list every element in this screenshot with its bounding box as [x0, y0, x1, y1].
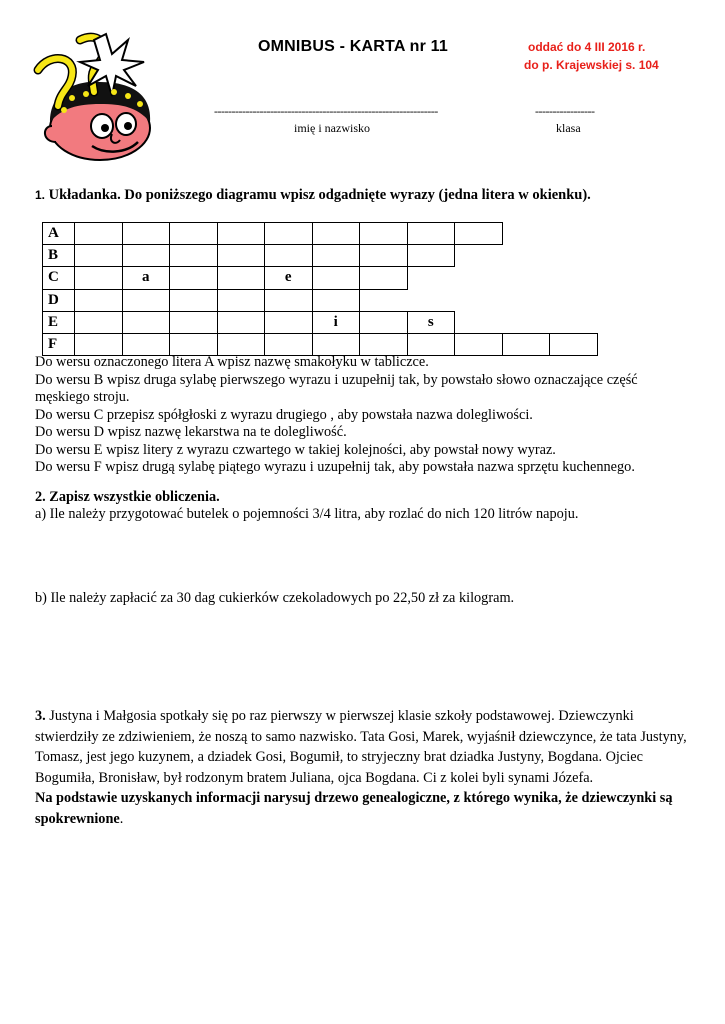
crossword-cell[interactable] [312, 222, 361, 245]
crossword-cell[interactable] [312, 289, 361, 312]
crossword-cell[interactable] [169, 244, 218, 267]
crossword-cell[interactable] [264, 222, 313, 245]
task1-instructions [35, 354, 695, 477]
crossword-cell[interactable] [122, 244, 171, 267]
task1-number: 1. [35, 188, 46, 202]
deadline-teacher: do p. Krajewskiej s. 104 [524, 58, 659, 72]
crossword-cell[interactable] [122, 222, 171, 245]
crossword-cell[interactable] [359, 222, 408, 245]
crossword-cell[interactable]: s [407, 311, 456, 334]
task3-end: . [119, 810, 124, 827]
crossword-cell[interactable] [407, 333, 456, 356]
crossword-cell[interactable] [454, 333, 503, 356]
row-label: F [42, 333, 75, 356]
crossword-cell[interactable] [74, 311, 123, 334]
task1-heading-text: Układanka. Do poniższego diagramu wpisz odgadnięte wyrazy (jedna litera w okienku). [45, 187, 591, 203]
crossword-cell[interactable] [169, 311, 218, 334]
task3-text: Justyna i Małgosia spotkały się po raz pierwszy w pierwszej klasie szkoły podstawowej. Dziewczynki stwierdziły ze zdziwieniem, że noszą to samo nazwisko. Tata Gosi, Marek, wyjaśnił dziewczynce, że tata Justyny, Tomasz, jest jego kuzynem, a dziadek Gosi, Bogumił, to stryjeczny brat dziadka Justyny, Bogdana. Ojciec Bogumiła, Bronisław, był rodzonym bratem Juliana, ojca Bogdana. Ci z kolei byli synami Józefa. [35, 708, 687, 786]
crossword-cell[interactable] [74, 222, 123, 245]
task2-heading: 2. Zapisz wszystkie obliczenia. [35, 489, 220, 505]
crossword-cell[interactable] [122, 289, 171, 312]
class-label: klasa [556, 121, 581, 135]
name-fill-line[interactable]: ---------------------------------------------------------------- [214, 104, 438, 118]
crossword-cell[interactable] [312, 266, 361, 289]
instruction-c: Do wersu C przepisz spółgłoski z wyrazu drugiego , aby powstała nazwa dolegliwości. [35, 406, 533, 423]
crossword-cell[interactable] [74, 289, 123, 312]
instruction-a: Do wersu oznaczonego litera A wpisz nazwę smakołyku w tabliczce. [35, 354, 429, 370]
crossword-cell[interactable] [407, 244, 456, 267]
crossword-cell[interactable] [217, 311, 266, 334]
crossword-cell[interactable] [74, 244, 123, 267]
crossword-cell[interactable] [264, 311, 313, 334]
crossword-cell[interactable] [217, 244, 266, 267]
instruction-d: Do wersu D wpisz nazwę lekarstwa na te dolegliwość. [35, 424, 347, 440]
crossword-cell[interactable] [454, 222, 503, 245]
instruction-b: Do wersu B wpisz druga sylabę pierwszego wyrazu i uzupełnij tak, by powstało słowo oznaczające część męskiego stroju. [35, 371, 638, 405]
deadline-date: oddać do 4 III 2016 r. [528, 40, 646, 54]
crossword-cell[interactable] [74, 266, 123, 289]
row-label: A [42, 222, 75, 245]
task1-heading [35, 187, 591, 204]
crossword-cell[interactable] [549, 333, 598, 356]
crossword-cell[interactable] [312, 244, 361, 267]
page-title: OMNIBUS - KARTA nr 11 [258, 38, 448, 55]
crossword-cell[interactable] [264, 333, 313, 356]
crossword-cell[interactable] [169, 333, 218, 356]
crossword-cell[interactable] [502, 333, 551, 356]
crossword-cell[interactable] [264, 289, 313, 312]
row-label: D [42, 289, 75, 312]
crossword-cell[interactable] [312, 333, 361, 356]
row-label: C [42, 266, 75, 289]
crossword-cell[interactable] [122, 311, 171, 334]
crossword-cell[interactable] [359, 266, 408, 289]
task3-paragraph [35, 706, 695, 829]
crossword-cell[interactable] [169, 266, 218, 289]
crossword-cell[interactable] [217, 266, 266, 289]
row-label: E [42, 311, 75, 334]
crossword-cell[interactable] [169, 289, 218, 312]
row-label: B [42, 244, 75, 267]
crossword-cell[interactable] [217, 289, 266, 312]
task2-question-b: b) Ile należy zapłacić za 30 dag cukierków czekoladowych po 22,50 zł za kilogram. [35, 590, 515, 606]
pencil-head-mascot-icon [28, 30, 163, 165]
task3-instruction: Na podstawie uzyskanych informacji narysuj drzewo genealogiczne, z którego wynika, że dziewczynki są spokrewnione [35, 790, 673, 827]
instruction-e: Do wersu E wpisz litery z wyrazu czwartego w takiej kolejności, aby powstał nowy wyraz. [35, 441, 556, 458]
crossword-cell[interactable] [359, 311, 408, 334]
task2-question-a: a) Ile należy przygotować butelek o pojemności 3/4 litra, aby rozlać do nich 120 litrów napoju. [35, 506, 579, 522]
crossword-cell[interactable]: i [312, 311, 361, 334]
class-fill-line[interactable]: ----------------- [535, 104, 595, 118]
crossword-cell[interactable] [217, 222, 266, 245]
crossword-cell[interactable]: e [264, 266, 313, 289]
crossword-cell[interactable] [74, 333, 123, 356]
crossword-cell[interactable] [217, 333, 266, 356]
crossword-cell[interactable] [359, 244, 408, 267]
crossword-cell[interactable]: a [122, 266, 171, 289]
crossword-cell[interactable] [122, 333, 171, 356]
crossword-cell[interactable] [264, 244, 313, 267]
task3-number: 3. [35, 708, 46, 724]
instruction-f: Do wersu F wpisz drugą sylabę piątego wyrazu i uzupełnij tak, aby powstała nazwa sprzętu kuchennego. [35, 459, 635, 475]
crossword-cell[interactable] [169, 222, 218, 245]
crossword-cell[interactable] [359, 333, 408, 356]
name-label: imię i nazwisko [294, 121, 370, 135]
crossword-cell[interactable] [407, 222, 456, 245]
